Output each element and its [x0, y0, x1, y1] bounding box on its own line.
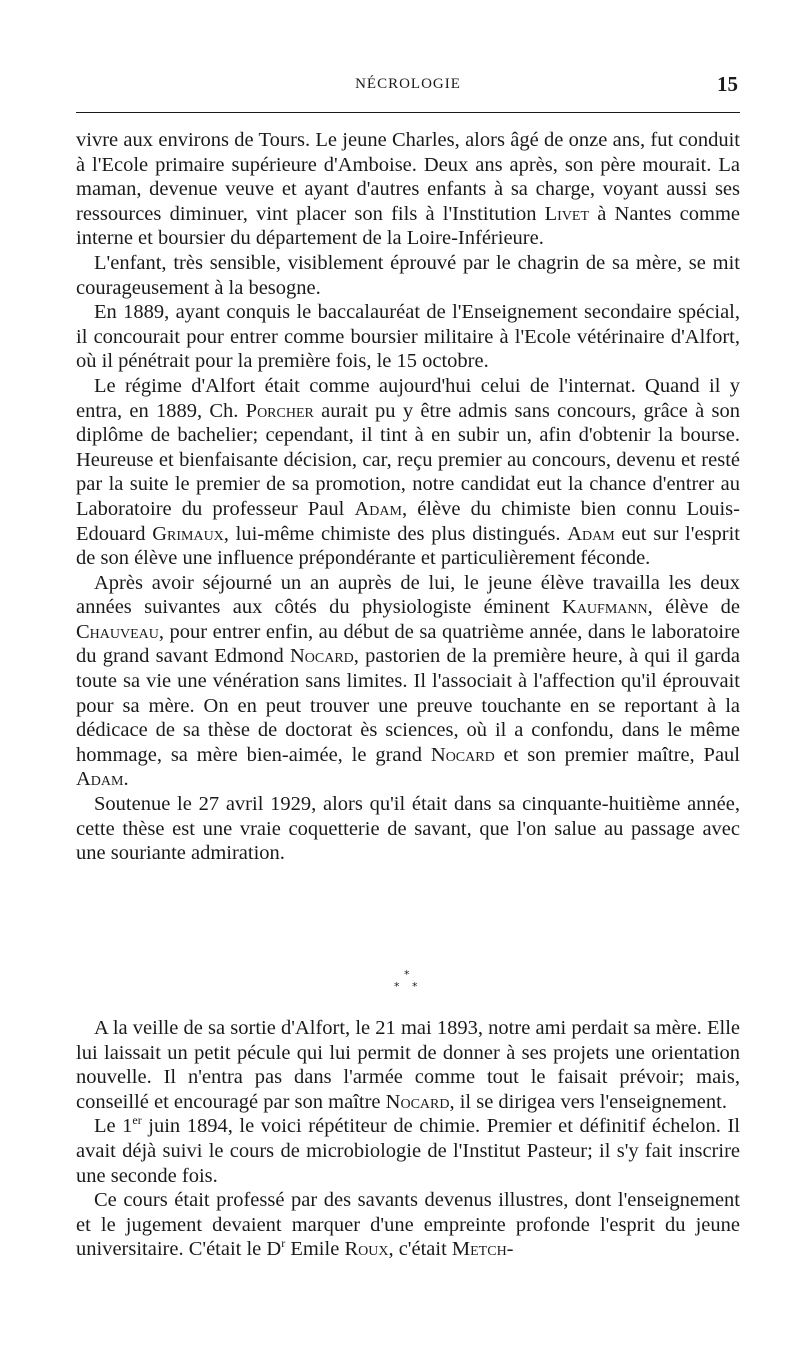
page-header: [76, 72, 740, 102]
name-livet: Livet: [544, 202, 590, 225]
asterisk-ornament: *: [404, 968, 410, 981]
name-grimaux: Grimaux: [152, 522, 224, 545]
name-porcher: Porcher: [245, 399, 314, 422]
section-2: [76, 1016, 740, 1262]
header-rule: [76, 112, 740, 113]
text-run: aurait pu y être admis sans concours, grâce à son diplôme de bachelier; cependant, il tint à en subir un, afin d'obtenir la bourse. Heureuse et bienfaisante décision, car, reçu premier au concours, devenu et resté par la suite le premier de sa promotion, notre candidat eut la chance d'entrer au Laboratoire du professeur Paul: [76, 399, 740, 520]
page-number: 15: [717, 72, 738, 96]
asterisk-ornament: *: [412, 980, 418, 993]
text-run: Ce cours était professé par des savants devenus illustres, dont l'enseignement et le jugement devaient marquer d'une empreinte profonde l'esprit du jeune universitaire. C'était le D: [76, 1189, 740, 1261]
paragraph: [76, 128, 740, 251]
text-run: , élève du chimiste bien connu Louis-Edouard: [76, 497, 740, 545]
asterisk-ornament: *: [394, 980, 400, 993]
text-run: , pour entrer enfin, au début de sa quatrième année, dans le laboratoire du grand savant Edmond: [76, 620, 740, 668]
paragraph: [76, 1188, 740, 1262]
name-chauveau: Chauveau: [76, 620, 159, 643]
name-roux: Roux: [344, 1238, 389, 1261]
name-nocard: Nocard: [430, 743, 495, 766]
running-head: NÉCROLOGIE: [355, 76, 461, 92]
section-1: [76, 128, 740, 866]
text-run: Après avoir séjourné un an auprès de lui, le jeune élève travailla les deux années suivantes aux côtés du physiologiste éminent: [76, 571, 740, 619]
text-run: à Nantes comme interne et boursier du département de la Loire-Inférieure.: [76, 202, 740, 250]
name-nocard: Nocard: [289, 645, 354, 668]
paragraph: [76, 374, 740, 571]
paragraph: En 1889, ayant conquis le baccalauréat de l'Enseignement secondaire spécial, il concourait pour entrer comme boursier militaire à l'Ecole vétérinaire d'Alfort, où il pénétrait pour la première fois, le 15 octobre.: [76, 301, 740, 373]
name-kaufmann: Kaufmann: [562, 596, 648, 619]
paragraph: L'enfant, très sensible, visiblement éprouvé par le chagrin de sa mère, se mit courageusement à la besogne.: [76, 251, 740, 299]
text-run: , élève de: [647, 596, 740, 619]
paragraph: [76, 1114, 740, 1188]
name-adam: Adam: [76, 768, 124, 791]
superscript: er: [132, 1113, 142, 1128]
paragraph: [76, 1016, 740, 1114]
text-run: vivre aux environs de Tours. Le jeune Charles, alors âgé de onze ans, fut conduit à l'Ecole primaire supérieure d'Amboise. Deux ans après, son père mourait. La maman, devenue veuve et ayant d'autres enfants à sa charge, voyant aussi ses ressources diminuer, vint placer son fils à l'Institution: [76, 129, 740, 225]
text-run: et son premier maître, Paul: [494, 743, 740, 766]
superscript: r: [281, 1236, 286, 1251]
text-run: Emile: [285, 1238, 345, 1261]
name-adam: Adam: [567, 522, 615, 545]
text-run: , il se dirigea vers l'enseignement.: [449, 1090, 727, 1113]
name-metchnikoff: Metch-: [451, 1238, 514, 1261]
text-run: juin 1894, le voici répétiteur de chimie. Premier et définitif échelon. Il avait déjà suivi le cours de microbiologie de l'Institut Pasteur; il s'y fait inscrire une seconde fois.: [76, 1115, 740, 1187]
text-run: , pastorien de la première heure, à qui il garda toute sa vie une vénération sans limites. Il l'associait à l'affection qu'il éprouvait pour sa mère. On en peut trouver une preuve touchante en se reportant à la dédicace de sa thèse de doctorat ès sciences, où il a confondu, dans le même hommage, sa mère bien-aimée, le grand: [76, 645, 740, 766]
text-run: Le régime d'Alfort était comme aujourd'hui celui de l'internat. Quand il y entra, en 1889, Ch.: [76, 374, 740, 422]
text-run: , lui-même chimiste des plus distingués.: [223, 522, 568, 545]
name-nocard: Nocard: [385, 1090, 450, 1113]
text-run: .: [123, 768, 129, 791]
paragraph: [76, 571, 740, 792]
text-run: , c'était: [388, 1238, 452, 1261]
text-run: A la veille de sa sortie d'Alfort, le 21 mai 1893, notre ami perdait sa mère. Elle lui laissait un petit pécule qui lui permit de donner à ses projets une orientation nouvelle. Il n'entra pas dans l'armée comme tout le faisait prévoir; mais, conseillé et encouragé par son maître: [76, 1017, 740, 1113]
section-separator: [0, 965, 800, 995]
name-adam: Adam: [354, 497, 402, 520]
text-run: eut sur l'esprit de son élève une influence prépondérante et particulièrement féconde.: [76, 522, 740, 570]
text-run: Le 1: [94, 1115, 133, 1138]
paragraph: Soutenue le 27 avril 1929, alors qu'il était dans sa cinquante-huitième année, cette thèse est une vraie coquetterie de savant, que l'on salue au passage avec une souriante admiration.: [76, 793, 740, 865]
